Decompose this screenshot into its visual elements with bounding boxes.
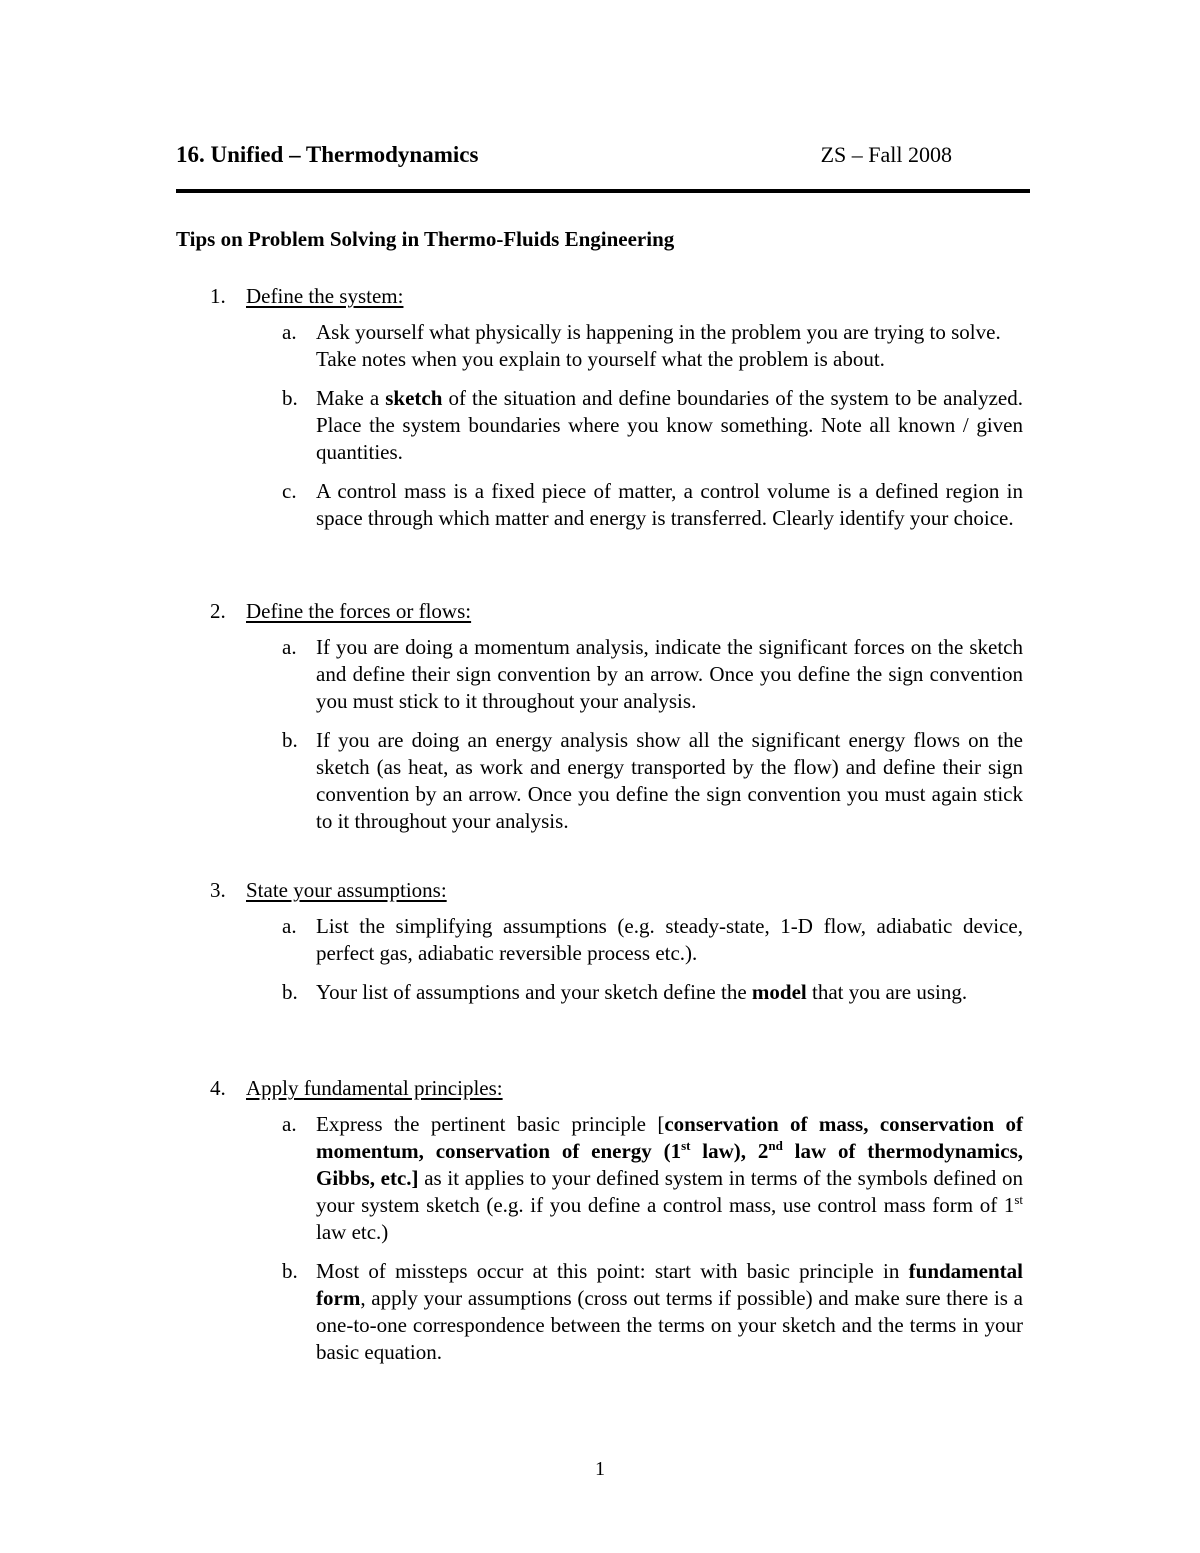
bold-term: conservation of mass, conservation of momentum, conservation of energy (1: [316, 1112, 1024, 1163]
section-title: Apply fundamental principles:: [246, 1076, 503, 1100]
item-text: If you are doing a momentum analysis, indicate the significant forces on the sketch and define their sign convention by an arrow. Once you define the sign convention you must stick to it throughout your analysis.: [316, 635, 1023, 713]
section-define-system: [210, 281, 1030, 532]
list-item: [210, 634, 1030, 715]
list-item: [210, 913, 1030, 967]
item-text: Your list of assumptions and your sketch define the model that you are using.: [316, 980, 968, 1004]
list-item: [210, 1111, 1030, 1246]
section-heading: [210, 596, 1030, 626]
list-item: [210, 319, 1030, 373]
item-text: Most of missteps occur at this point: start with basic principle in fundamental form, apply your assumptions (cross out terms if possible) and make sure there is a one-to-one correspondence between the terms on your sketch and the terms in your basic equation.: [316, 1259, 1023, 1364]
item-letter: b.: [282, 728, 298, 752]
section-heading: [210, 281, 1030, 311]
item-text: Make a sketch of the situation and define boundaries of the system to be analyzed. Place the system boundaries where you know something. Note all known / given quantities.: [316, 386, 1023, 464]
item-letter: a.: [282, 1112, 297, 1136]
bold-term: model: [751, 980, 807, 1004]
header-rule: [176, 189, 1030, 193]
course-title: 16. Unified – Thermodynamics: [176, 142, 479, 167]
section-number: 1.: [210, 284, 226, 308]
item-text: A control mass is a fixed piece of matter, a control volume is a defined region in space through which matter and energy is transferred. Clearly identify your choice.: [316, 479, 1023, 530]
item-letter: a.: [282, 320, 297, 344]
bold-term: fundamental form: [316, 1259, 1023, 1310]
bold-term: sketch: [385, 386, 443, 410]
section-title: State your assumptions:: [246, 878, 447, 902]
item-text: Express the pertinent basic principle [conservation of mass, conservation of momentum, conservation of energy (1st law), 2nd law of thermodynamics, Gibbs, etc.] as it applies to your defined system in terms of the symbols defined on your system sketch (e.g. if you define a control mass, use control mass form of 1st law etc.): [316, 1112, 1024, 1244]
item-text: If you are doing an energy analysis show all the significant energy flows on the sketch (as heat, as work and energy transported by the flow) and define their sign convention by an arrow. Once you define the sign convention you must again stick to it throughout your analysis.: [316, 728, 1023, 833]
item-letter: c.: [282, 479, 297, 503]
section-number: 2.: [210, 599, 226, 623]
item-letter: b.: [282, 980, 298, 1004]
list-item: [210, 979, 1030, 1006]
section-number: 3.: [210, 878, 226, 902]
section-heading: [210, 875, 1030, 905]
item-letter: a.: [282, 635, 297, 659]
page-number: 1: [595, 1458, 605, 1480]
item-text: Ask yourself what physically is happening in the problem you are trying to solve. Take notes when you explain to yourself what the problem is about.: [316, 320, 1001, 371]
term-label: ZS – Fall 2008: [820, 142, 952, 167]
section-heading: [210, 1073, 1030, 1103]
section-number: 4.: [210, 1076, 226, 1100]
item-text: List the simplifying assumptions (e.g. steady-state, 1-D flow, adiabatic device, perfect gas, adiabatic reversible process etc.).: [316, 914, 1023, 965]
section-define-forces: [210, 596, 1030, 835]
item-letter: b.: [282, 1259, 298, 1283]
document-title: Tips on Problem Solving in Thermo-Fluids Engineering: [176, 227, 675, 251]
item-letter: b.: [282, 386, 298, 410]
page-header: [176, 142, 1030, 178]
list-item: [210, 478, 1030, 532]
section-title: Define the forces or flows:: [246, 599, 472, 623]
section-title: Define the system:: [246, 284, 404, 308]
list-item: [210, 727, 1030, 835]
list-item: [210, 385, 1030, 466]
section-fundamental-principles: [210, 1073, 1030, 1366]
list-item: [210, 1258, 1030, 1366]
item-letter: a.: [282, 914, 297, 938]
section-assumptions: [210, 875, 1030, 1006]
